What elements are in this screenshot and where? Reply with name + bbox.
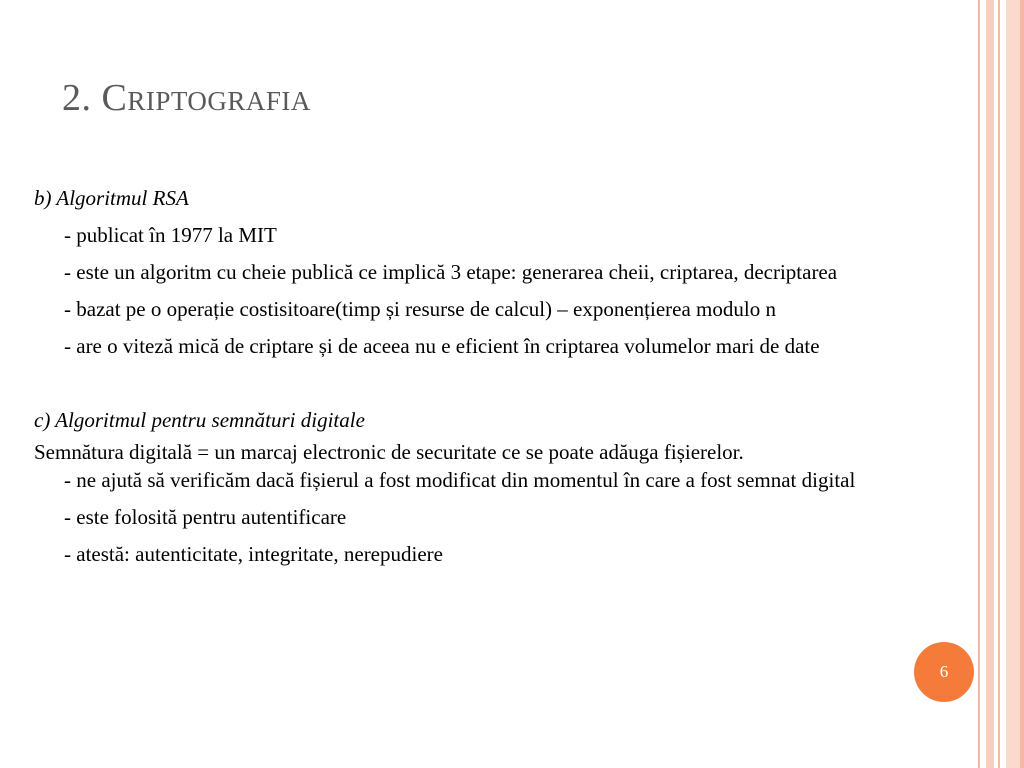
spacer: [34, 369, 959, 406]
section-c-heading: c) Algoritmul pentru semnături digitale: [34, 408, 365, 432]
section-c-definition: Semnătura digitală = un marcaj electronic de securitate ce se poate adăuga fișierelor.: [34, 440, 744, 464]
decor-stripe: [986, 0, 994, 768]
section-b-item: - publicat în 1977 la MIT: [64, 223, 277, 247]
page-number-badge: 6: [914, 642, 974, 702]
decor-stripe: [978, 0, 980, 768]
section-c-item: - atestă: autenticitate, integritate, nerepudiere: [64, 542, 443, 566]
slide-content: [34, 184, 959, 577]
decor-stripe: [1006, 0, 1020, 768]
section-b-heading: b) Algoritmul RSA: [34, 186, 189, 210]
slide-title: 2. Criptografia: [62, 77, 311, 119]
section-c-item: - este folosită pentru autentificare: [64, 505, 347, 529]
section-b-item: - bazat pe o operație costisitoare(timp și resurse de calcul) – exponențierea modulo n: [64, 297, 776, 321]
decor-stripe: [1020, 0, 1024, 768]
section-b-item: - este un algoritm cu cheie publică ce implică 3 etape: generarea cheii, criptarea, decriptarea: [64, 260, 838, 284]
section-b-item: - are o viteză mică de criptare și de aceea nu e eficient în criptarea volumelor mari de date: [64, 334, 820, 358]
decor-stripe: [998, 0, 1000, 768]
section-c-item: - ne ajută să verificăm dacă fișierul a fost modificat din momentul în care a fost semnat digital: [64, 468, 856, 492]
